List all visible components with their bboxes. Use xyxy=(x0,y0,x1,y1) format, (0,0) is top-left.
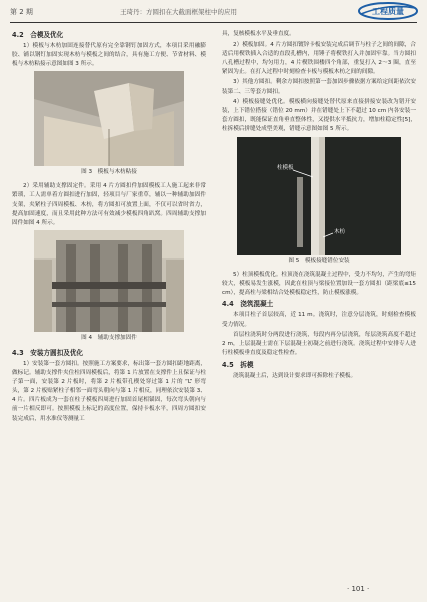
issue-number: 第 2 期 xyxy=(10,8,33,16)
journal-logo xyxy=(357,1,419,21)
page-number: · 101 · xyxy=(347,585,370,593)
figure-3-photo xyxy=(34,71,184,166)
figure-5-photo xyxy=(237,137,401,255)
paragraph: 2）采用辅助支撑固定件。采用 4 片方圆扣件加固模板工人施工起来非常繁琐，工人需单着方圆扣进行加固，轻项目与厂家重草，辅以一种辅助加固件支架，夹紧柱子四周模板、木枋，将方圆扣可放置上面，不仅可以省时省力，提高加固速度，而且采用此种方法可有效减少模板四角趴窝。四周辅助支撑加固件如图 4 所示。 xyxy=(12,183,206,226)
left-column xyxy=(12,30,206,425)
logo-text: 工程质量 xyxy=(372,7,404,16)
section-heading: 4.5 拆模 xyxy=(222,360,254,369)
running-title: 王琦丹：方圆扣在大截面框架柱中的应用 xyxy=(120,8,237,16)
paragraph: 本项目柱子首层较高，近 11 m。浇筑时，注意分层浇筑，时刻检查模板受力情况。 xyxy=(222,312,416,328)
figure-5-caption: 图 5 模板接缝错位安装 xyxy=(288,257,350,264)
section-heading: 4.2 合模及优化 xyxy=(12,31,64,39)
paragraph: 首层柱浇筑时分两段进行浇筑，每段内再分层浇筑，每层浇筑高度不超过 2 m，上层混凝土需在下层混凝土初凝之前进行浇筑。浇筑过程中安排专人进行柱模板垂直度及稳定性检查。 xyxy=(222,332,416,357)
paragraph: 具，复核模板水平及垂直度。 xyxy=(222,31,295,37)
paragraph: 5）柱顶模板优化。柱顶浇在浇筑混凝土过程中，受力不均匀，产生的弯矩较大，模板易发生涨模，因此在柱顶与梁接位置加设一套方圆扣（距梁底≤15 cm），提高柱与梁相结合处模板稳定性，防止模板涨模。 xyxy=(222,271,416,296)
section-heading: 4.4 浇筑混凝土 xyxy=(222,300,274,309)
header-rule xyxy=(10,22,417,23)
paragraph: 4）模板接缝处优化。模板横向接缝处替代原来直接拼接安装改为错开安装，上下错位搭接（错位 20 mm）并在错缝处上下不超过 10 cm 内各安装一套方圆扣，既能保证直角垂直整体性，又提供水平抵抗力，增加柱稳定性[5]，柱拆模后拼缝处成型美观，错缝示意图如图 5 所示。 xyxy=(222,99,416,133)
paragraph: 2）模板加固。4 片方圆扣镀锌卡板安装完成后调节与柱子之间的间隙，合适后用楔铁插入合适的直段孔槽内，用锤子将楔铁打入并加固牢靠。当方圆扣八孔槽过程中，均匀用力，4 片楔铁围楼四个角部，重复打入 2～3 圈，直至紧固为止。在打入过程中时刻检查卡板与模板木枋之间的间隙。 xyxy=(222,41,416,75)
right-column xyxy=(222,30,416,382)
paragraph: 1）模板与木枋加固连接替代原有完全靠钢钉加固方式，本项目采用融膨胶、铺以钢钉加固实现木枋与模板之间的结合，具有施工方便、节省材料、模板与木枋粘接示意图如图 3 所示。 xyxy=(12,43,206,68)
figure-5-label-formwork: 柱模板 xyxy=(277,164,294,171)
figure-4-photo xyxy=(34,230,184,332)
figure-3-caption: 图 3 模板与木枋粘接 xyxy=(81,169,137,176)
paragraph: 浇筑混凝土后，达到设计要求即可拆除柱子模板。 xyxy=(233,372,357,379)
figure-4-caption: 图 4 辅助支撑加固件 xyxy=(81,334,137,341)
figure-5-label-timber: 木枋 xyxy=(334,228,346,235)
paragraph: 3）其他方圆扣。剩余方圆扣按照第一套加固步骤依据方案给定间距依次安装第二、三等套方圆扣。 xyxy=(222,79,416,95)
paragraph: 1）安装第一套方圆扣。按照施工方案要求，标出第一套方圆扣距地距离，做标记。辅助支撑件夹住柱四周模板后，将第 1 片放置在支撑件上且保证与柱子第一面，安装第 2 片板时，将第 2 片板带孔楔处穿过第 1 片的 “L” 形弯头，第 2 片板贴紧柱子相邻一面弯头朝向与第 1 片相反，同理依次安装第 3、4 片。四片板成为一套在柱子模板四周进行加固首尾相锚固，每次弯头朝向与前一片相反即可。按照模板上标记的高度位置，保持卡板水平，四周方圆扣安装完成后，用水准仪等测量工 xyxy=(12,360,206,422)
section-heading: 4.3 安装方圆扣及优化 xyxy=(12,348,84,357)
